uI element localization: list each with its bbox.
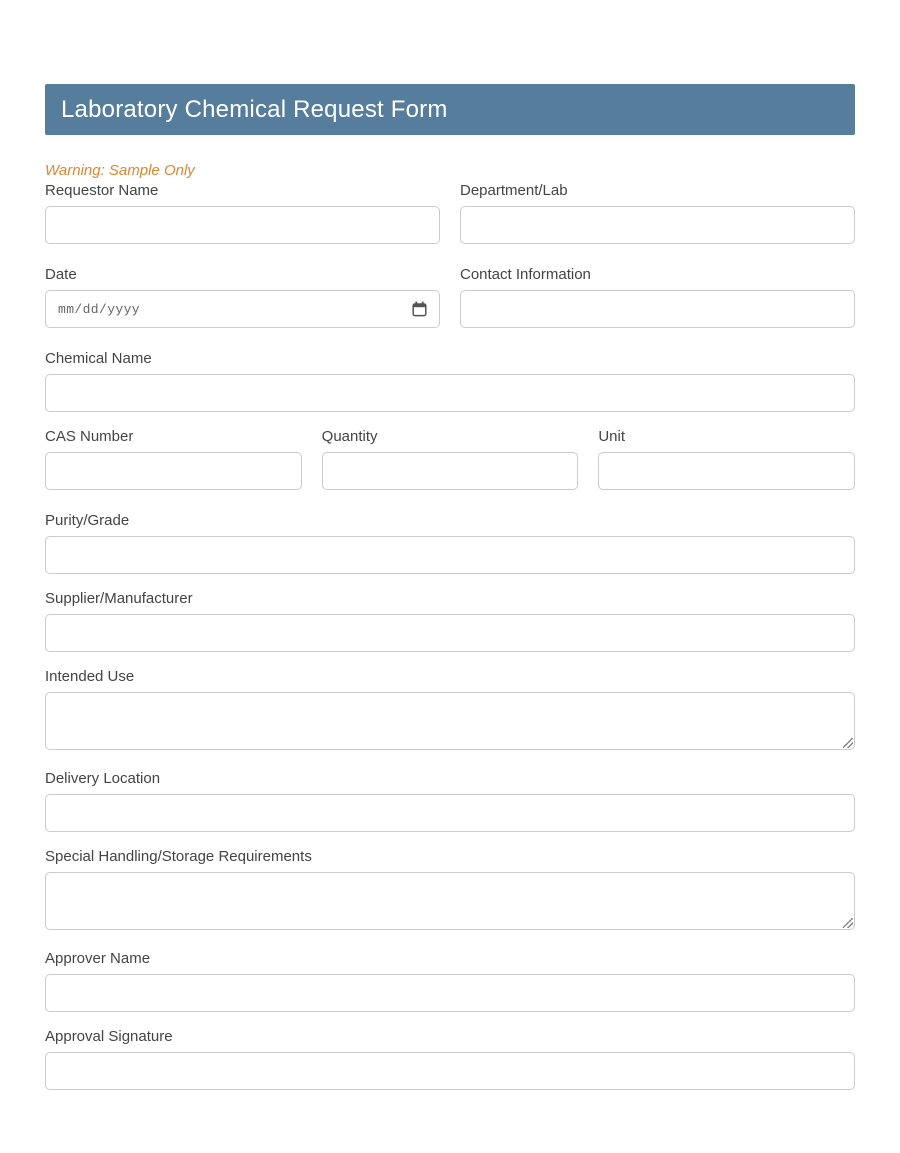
sample-warning-text: Warning: Sample Only <box>45 162 195 179</box>
supplier-manufacturer-input[interactable] <box>45 614 855 652</box>
delivery-location-input[interactable] <box>45 794 855 832</box>
quantity-input[interactable] <box>322 452 579 490</box>
date-placeholder: mm/dd/yyyy <box>58 301 141 317</box>
purity-grade-input[interactable] <box>45 536 855 574</box>
special-handling-storage-label: Special Handling/Storage Requirements <box>45 848 312 865</box>
row-requestor-department <box>45 182 855 244</box>
field-approval-signature <box>45 1028 855 1090</box>
cas-number-label: CAS Number <box>45 428 134 445</box>
field-purity-grade <box>45 512 855 574</box>
chemical-request-form-page <box>45 0 855 1090</box>
requestor-name-input[interactable] <box>45 206 440 244</box>
approver-name-input[interactable] <box>45 974 855 1012</box>
field-chemical-name <box>45 350 855 412</box>
form-header <box>45 84 855 135</box>
field-contact-information <box>460 266 855 328</box>
unit-label: Unit <box>598 428 626 445</box>
approval-signature-label: Approval Signature <box>45 1028 173 1045</box>
approver-name-label: Approver Name <box>45 950 151 967</box>
field-approver-name <box>45 950 855 1012</box>
contact-information-label: Contact Information <box>460 266 591 283</box>
purity-grade-label: Purity/Grade <box>45 512 130 529</box>
field-requestor-name <box>45 182 440 244</box>
department-lab-label: Department/Lab <box>460 182 568 199</box>
field-cas-number <box>45 428 302 490</box>
field-unit <box>598 428 855 490</box>
delivery-location-label: Delivery Location <box>45 770 161 787</box>
date-label: Date <box>45 266 77 283</box>
chemical-name-input[interactable] <box>45 374 855 412</box>
quantity-label: Quantity <box>321 428 378 445</box>
calendar-icon[interactable] <box>411 301 427 317</box>
field-intended-use <box>45 668 855 750</box>
special-handling-textarea-wrap <box>45 872 855 930</box>
page-title: Laboratory Chemical Request Form <box>61 95 448 123</box>
approval-signature-input[interactable] <box>45 1052 855 1090</box>
row-date-contact <box>45 266 855 328</box>
supplier-manufacturer-label: Supplier/Manufacturer <box>45 590 193 607</box>
unit-input[interactable] <box>598 452 855 490</box>
requestor-name-label: Requestor Name <box>45 182 159 199</box>
field-date <box>45 266 440 328</box>
department-lab-input[interactable] <box>460 206 855 244</box>
field-supplier-manufacturer <box>45 590 855 652</box>
intended-use-textarea-wrap <box>45 692 855 750</box>
cas-number-input[interactable] <box>45 452 302 490</box>
contact-information-input[interactable] <box>460 290 855 328</box>
field-special-handling-storage <box>45 848 855 930</box>
field-delivery-location <box>45 770 855 832</box>
resize-handle[interactable] <box>843 738 853 748</box>
field-department-lab <box>460 182 855 244</box>
intended-use-label: Intended Use <box>45 668 135 685</box>
resize-handle[interactable] <box>843 918 853 928</box>
field-quantity <box>322 428 579 490</box>
row-cas-quantity-unit <box>45 428 855 490</box>
intended-use-textarea[interactable] <box>45 692 855 750</box>
date-input[interactable] <box>45 290 440 328</box>
special-handling-textarea[interactable] <box>45 872 855 930</box>
chemical-name-label: Chemical Name <box>45 350 152 367</box>
